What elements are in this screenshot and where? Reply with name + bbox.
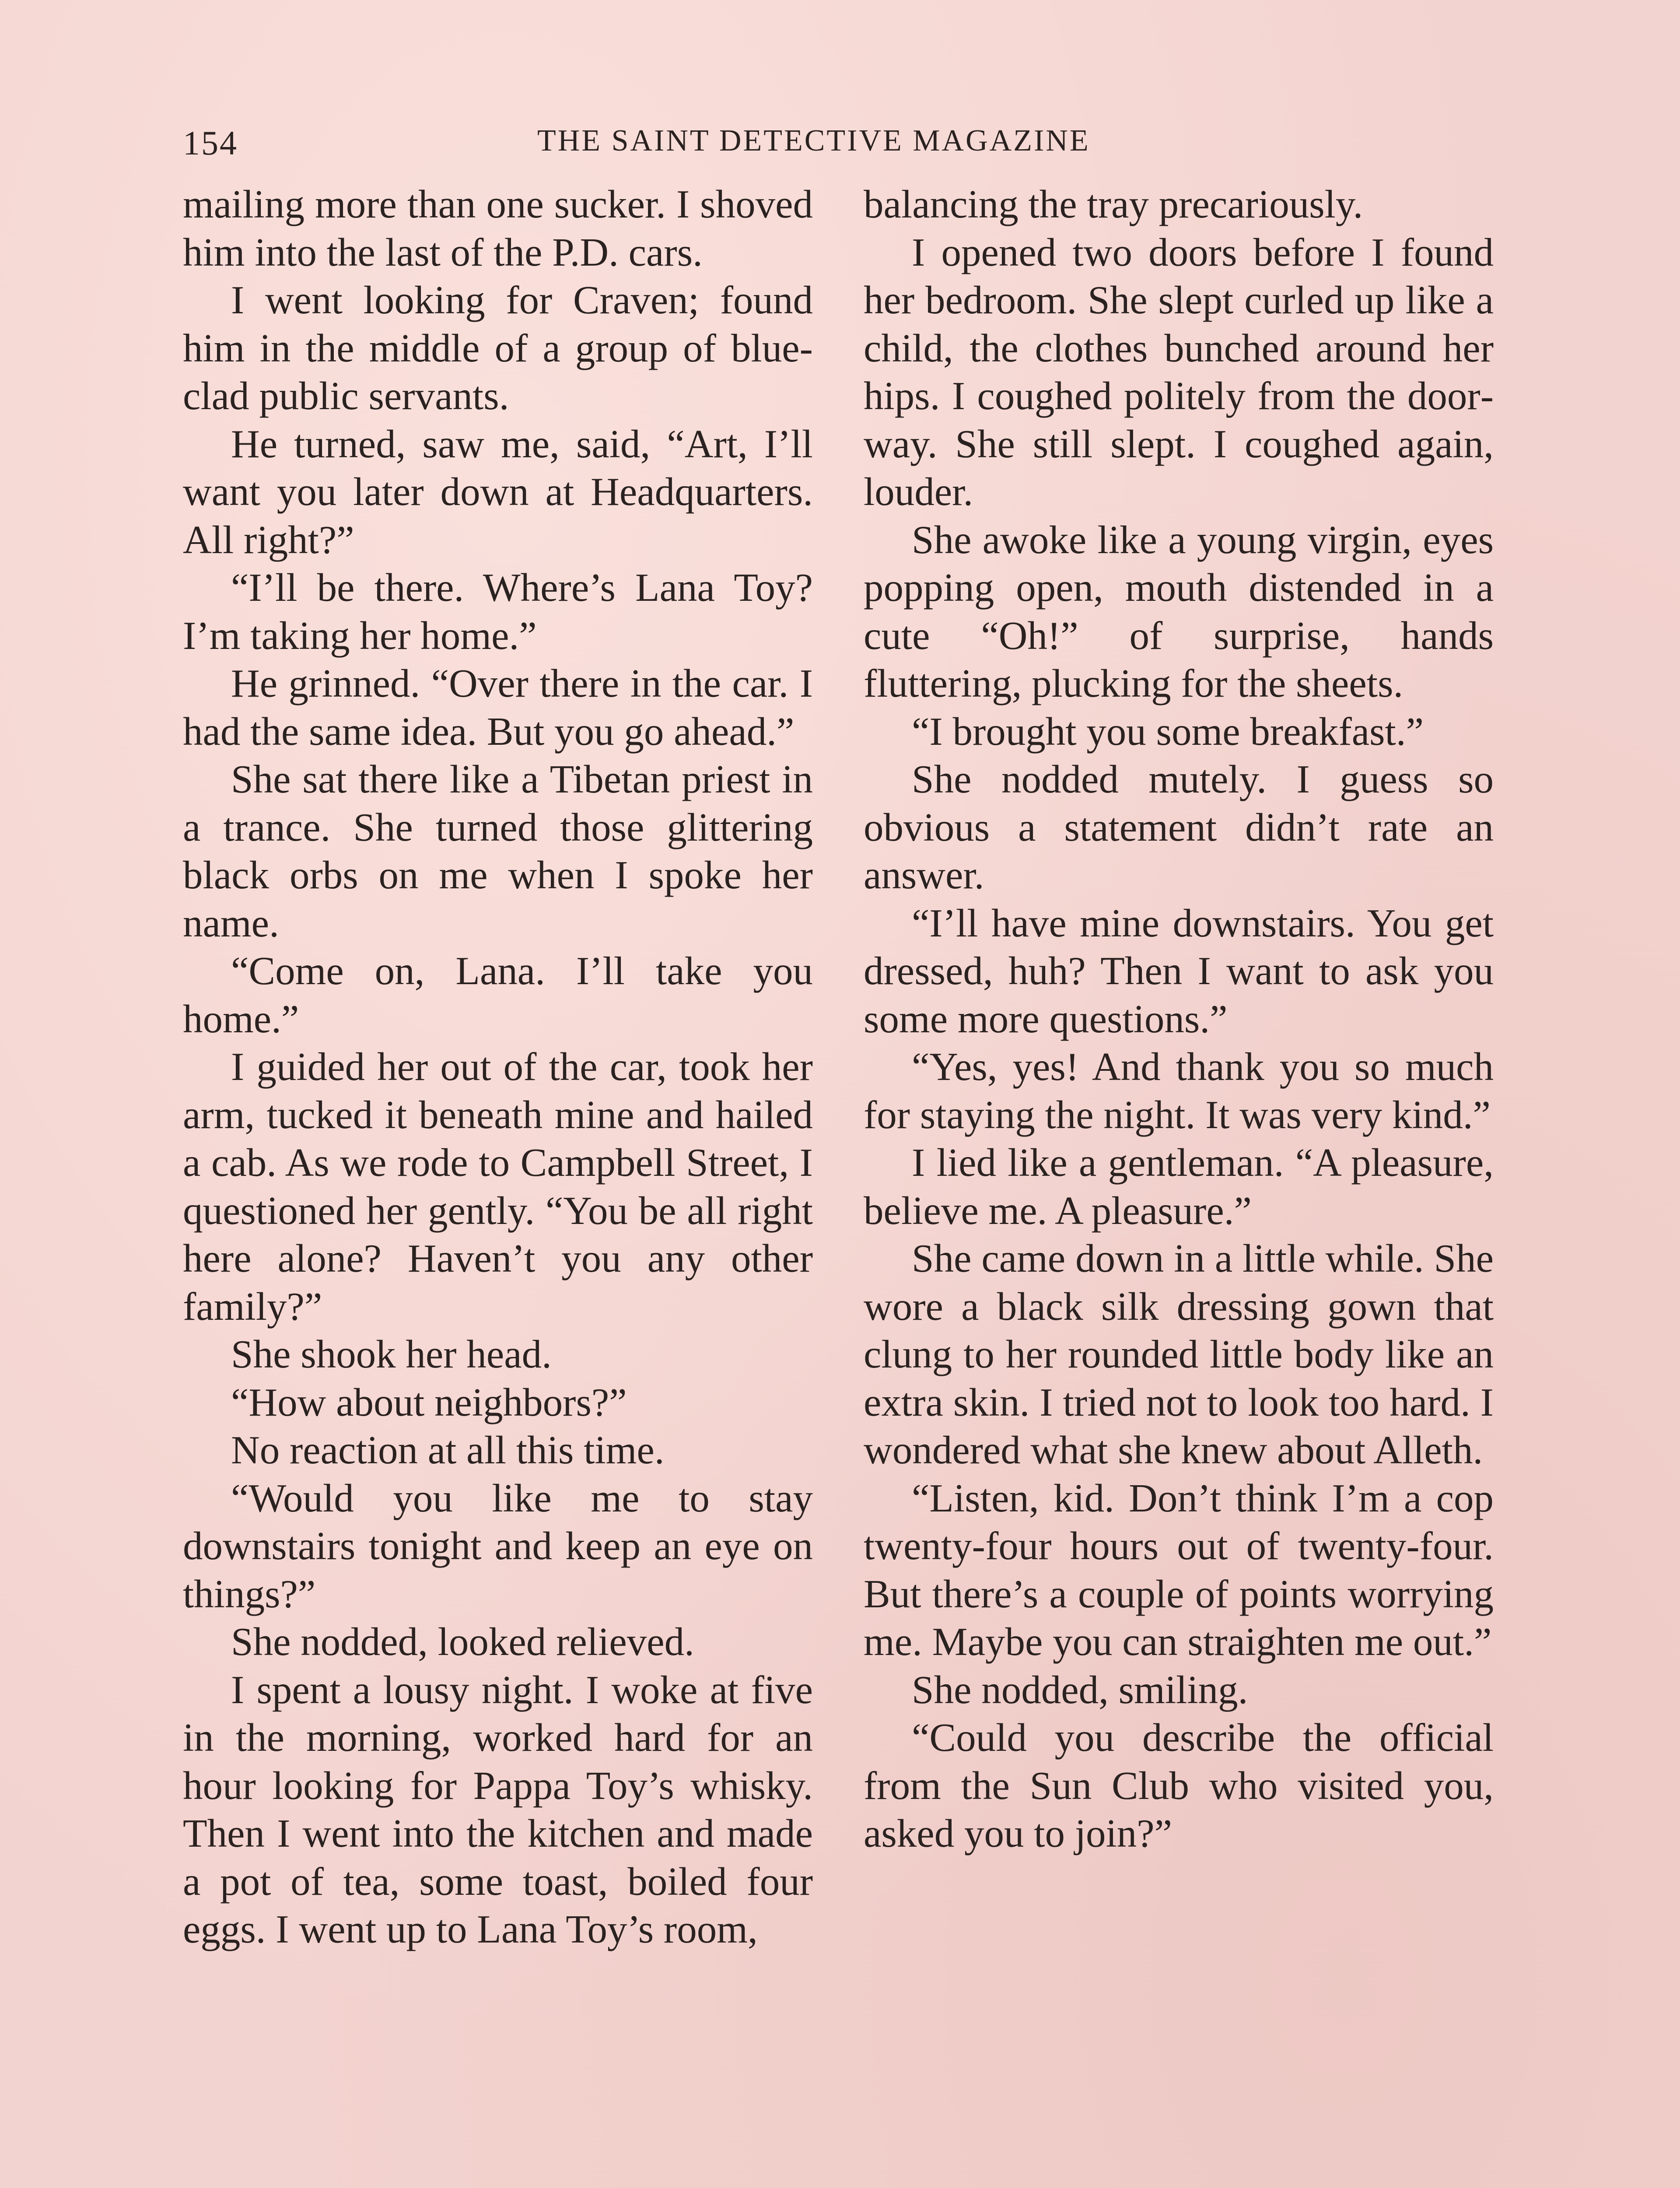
paragraph: She sat there like a Tibetan priest in a trance. She turned those glittering black orbs on me when I spoke her name.: [183, 757, 813, 945]
paragraph: “Yes, yes! And thank you so much for staying the night. It was very kind.”: [864, 1045, 1494, 1137]
page-number: 154: [183, 124, 238, 162]
paragraph: She nodded mutely. I guess so obvious a statement didn’t rate an answer.: [864, 757, 1494, 897]
paragraph: “How about neighbors?”: [231, 1380, 627, 1424]
left-column: [183, 180, 813, 1953]
page-header: [183, 123, 1501, 163]
paragraph: I opened two doors before I found her bedroom. She slept curled up like a child, the clothes bunched around her hips. I coughed politely from the doorway. She still slept. I coughed again, louder.: [864, 230, 1494, 514]
paragraph: “Come on, Lana. I’ll take you home.”: [183, 949, 813, 1041]
paragraph: She came down in a little while. She wore a black silk dressing gown that clung to her rounded little body like an extra skin. I tried not to look too hard. I wondered what she knew about Alleth.: [864, 1236, 1494, 1472]
paragraph: She shook her head.: [231, 1332, 552, 1376]
paragraph: “Listen, kid. Don’t think I’m a cop twenty-four hours out of twenty-four. But there’s a couple of points worrying me. Maybe you can straighten me out.”: [864, 1476, 1494, 1664]
paragraph: He turned, saw me, said, “Art, I’ll want you later down at Headquarters. All right?”: [183, 421, 813, 562]
paragraph: I spent a lousy night. I woke at five in the morning, worked hard for an hour looking for Pappa Toy’s whisky. Then I went into the kitchen and made a pot of tea, some toast, boiled four eggs. I went up to Lana Toy’s room,: [183, 1667, 813, 1951]
paragraph: I went looking for Craven; found him in the middle of a group of blue-clad public servants.: [183, 278, 813, 418]
paragraph: She nodded, looked relieved.: [231, 1620, 694, 1664]
paragraph: “I’ll be there. Where’s Lana Toy? I’m taking her home.”: [183, 565, 813, 658]
paragraph: “Would you like me to stay downstairs tonight and keep an eye on things?”: [183, 1476, 813, 1616]
paragraph: mailing more than one sucker. I shoved him into the last of the P.D. cars.: [183, 182, 813, 274]
right-column: [864, 180, 1494, 1858]
paragraph: He grinned. “Over there in the car. I had the same idea. But you go ahead.”: [183, 661, 813, 754]
paragraph: No reaction at all this time.: [231, 1428, 665, 1472]
paragraph: “I brought you some breakfast.”: [912, 709, 1424, 754]
paragraph: She awoke like a young virgin, eyes popping open, mouth distended in a cute “Oh!” of surprise, hands fluttering, plucking for the sheets.: [864, 517, 1494, 705]
paragraph: I guided her out of the car, took her arm, tucked it beneath mine and hailed a cab. As we rode to Campbell Street, I questioned her gently. “You be all right here alone? Haven’t you any other family?”: [183, 1045, 813, 1329]
paragraph: “I’ll have mine downstairs. You get dressed, huh? Then I want to ask you some more questions.”: [864, 901, 1494, 1041]
paragraph: balancing the tray precariously.: [864, 182, 1363, 226]
paragraph: I lied like a gentleman. “A pleasure, believe me. A pleasure.”: [864, 1140, 1494, 1233]
paragraph: She nodded, smiling.: [912, 1667, 1248, 1712]
running-title: THE SAINT DETECTIVE MAGAZINE: [537, 124, 1090, 158]
paragraph: “Could you describe the official from the Sun Club who visited you, asked you to join?”: [864, 1715, 1494, 1855]
